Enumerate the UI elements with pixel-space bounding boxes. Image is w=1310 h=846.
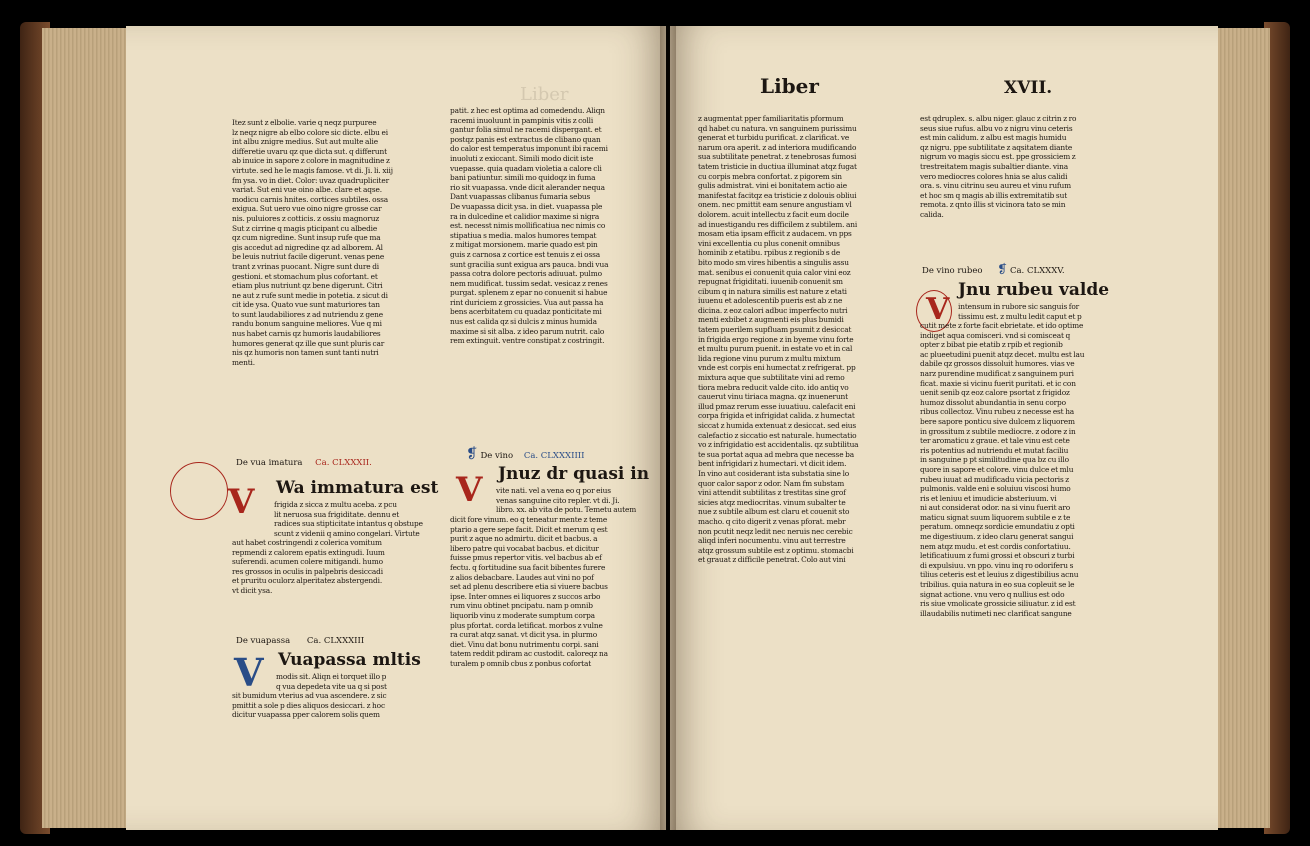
text-line: bito modo sm vires hibentis a singulis assu [698,257,849,267]
text-line: variat. Sut eni vue oino albe. clare et aqse. [232,185,382,195]
text-line: me digestiuum. z ideo claru generat sangui [920,532,1074,542]
right-column-1 [698,114,912,565]
text-line: ris potentius ad nutriendu et mutat faciliu [920,445,1069,455]
text-line: ribus collectoz. Vinu rubeu z necesse est ha [920,407,1075,417]
text-line: ptario a gere sepe facit. Dicit et merum q est [450,524,608,534]
text-line: tribilius. quia natura in eo sua copleuit se le [920,580,1075,590]
text-line: fuisse pmus repertor vitis. vel bacbus ab ef [450,553,602,563]
text-line: tatem reddit pdiram ac custodit. caloreqz na [450,649,608,659]
text-line: ra curat atqz sanat. vt dicit ysa. in plurmo [450,630,598,640]
text-line: generat et turbidu purificat. z clarificat. ve [698,133,850,143]
text-line: dabile qz grossos dissoluit humores. vias ve [920,359,1075,369]
text-line: corpa frigida et infrigidat calida. z humectat [698,411,855,421]
chapter-heading-de-vino-rubeo [922,262,1065,276]
text-line: postqz panis est extractus de clibano quan [450,134,601,144]
text-line: gantur folia simul ne racemi dispergant. et [450,125,602,135]
red-initial-v: V [228,482,255,522]
text-line: vini excellentia cu plus conenit omnibus [698,238,840,248]
text-line: nue z subtile album est claru et couenit sto [698,507,850,517]
heading-title: De vuapassa [236,636,291,646]
text-line: ris et leniuu et imudicie absteriuum. vi [920,493,1057,503]
text-line: iuuenu et adolescentib pueris est ab z ne [698,296,843,306]
text-line: radices sua stipticitate intantus q obstupe [274,519,423,529]
text-line: to sunt laudabiliores z ad nutriendu z gene [232,309,384,319]
text-line: cu corpis mebra confortat. z pigorem sin [698,171,842,181]
text-line: racemi inuoluunt in pampinis vitis z colli [450,115,594,125]
text-line: sicies atqz mediocritas. vinum subalter te [698,497,846,507]
open-book [20,22,1290,834]
heading-chapter-number: Ca. CLXXXII. [315,458,372,468]
text-line: hominib z etatibu. rpibus z regionib s de [698,248,841,258]
text-line: ris siue vmolicate grossicie siliuatur. z id est [920,599,1076,609]
pilcrow-mark: ❡ [466,446,478,462]
text-line: set ad plenu describere etia si viuere bacbus [450,582,608,592]
text-line: et multu purum puenit. in estate vo et in cal [698,344,853,354]
text-line: narum ora aperit. z ad interiora mudificando [698,142,857,152]
text-line: humores generat qz ille que sunt pluris car [232,338,385,348]
text-line: seus siue rufus. albu vo z nigru vinu ceteris [920,123,1073,133]
text-line: di expulsiuu. vn ppo. vinu inq ro odoriferu s [920,560,1074,570]
text-line: frigida z sicca z multu aceba. z pcu [274,500,397,509]
text-line: liquorib vinu z moderate sumptum corpa [450,610,595,620]
heading-title: De vino rubeo [922,266,983,276]
text-line: in frigida ergo regione z in byeme vinu forte [698,334,854,344]
text-line: et grauat z difficile penetrat. Colo aut vini [698,555,846,565]
text-line: est min calidum. z albu est magis humidu [920,133,1067,143]
left-col1-text-mid [232,538,458,596]
text-line: diet. Vinu dat bonu nutrimentu corpi. sani [450,639,599,649]
text-line: rum vinu obtinet pncipatu. nam p omnib [450,601,593,611]
right-column-2 [920,114,1136,220]
text-line: atqz grossum subtile est z optimu. stomacbi [698,545,854,555]
text-line: indiget aqua comisceri. vnd si comisceat q [920,330,1071,340]
text-line: maxime si sit alba. z ideo parum nutrit. calo [450,326,605,336]
left-page-edges [42,28,130,828]
display-line-vinum-rubeum: Jnu rubeu valde [958,280,1110,300]
text-line: non pcutit neqz ledit nec neruis nec cerebic [698,526,853,536]
text-line: mosam etia ipsam efficit z audacem. vn pps [698,229,852,239]
text-line: vuepasse. quia quadam violetia a calore cli [450,163,602,173]
display-line-vua-immatura: Wa immatura est [276,478,439,498]
text-line: te sua portat aqua ad mebra que necesse ba [698,449,854,459]
text-line: peratum. omneqz sordicie emundatiu z opti [920,522,1075,532]
text-line: mixtura aque que subtilitate vini ad remo [698,373,845,383]
text-line: gulis admistrat. vini ei bonitatem actio aie [698,181,847,191]
text-line: humoz dissolut abundantia in senu corpo [920,397,1066,407]
text-line: bens acerbitatem cu quadaz ponticitate mi [450,307,602,317]
text-line: dolorem. acuit intellectu z facit eum docile [698,209,849,219]
text-line: mat. senibus ei conuenit quia calor vini eoz [698,267,851,277]
text-line: qz nigru. ppe subtilitate z aqsitatem diante [920,142,1073,152]
text-line: randu bonum sanguine meliores. Vue q mi [232,319,382,329]
text-line: trestreitatem magis subaltier diante. vina [920,161,1068,171]
text-line: bani patiuntur. simili mo quidoqz in fuma [450,173,596,183]
text-line: sua subtilitate penetrat. z tenebrosas fumosi [698,152,857,162]
text-line: calefactio z siccatio est naturale. humectatio [698,430,857,440]
left-col1-text-mid-indented [274,500,458,538]
text-line: calida. [920,209,944,219]
text-line: bere sapore ponticu sive dulcem z liquorem [920,416,1075,426]
chapter-heading-vua-imatura [236,458,372,468]
text-line: etiam plus nutriunt qz bene digerunt. Citri [232,281,383,291]
left-column-1 [232,118,458,367]
text-line: sit bumidum vterius ad vua ascendere. z sic [232,691,387,700]
text-line: nem atqz mudu. et est cordis confortatiuu. [920,541,1071,551]
text-line: plus pfortat. corda letificat. morbos z vulne [450,620,603,630]
text-line: et pruritu oculorz alperitatez abstergendi. [232,576,383,586]
display-line-vinum: Jnuz dr quasi in [498,464,650,484]
text-line: lit neruosa sua frigiditate. dennu et [274,509,400,519]
text-line: ad inuestigandu res difficilem z subtilem. ani [698,219,858,229]
text-line: manifestat facitqz ea tristicie z dolouis obliui [698,190,857,200]
text-line: pulmonis. valde eni e soluiuu viscosi humo [920,484,1071,494]
text-line: dicitur vuapassa pper calorem solis quem [232,710,380,720]
text-line: rubeu iuuat ad mudificadu vicia pectoris z [920,474,1070,484]
text-line: q vua depedeta vite ua q si post [276,681,387,691]
text-line: remota. z qnto illis st vicinora tato se min [920,200,1066,210]
text-line: quore in sapore et colore. vinu dulce et mlu [920,464,1074,474]
text-line: int albu znigre medius. Sut aut multe alie [232,137,378,147]
text-line: tiora mebra reducit valde cito. ido antiq vo [698,382,849,392]
text-line: repugnat frigiditati. iuuenib conuenit sm [698,277,843,287]
text-line: cutit mete z forte facit ebrietate. et ido optime [920,321,1084,330]
left-col2-text-mid [450,515,664,669]
text-line: letificatiuum z fumi grossi et obscuri z turbi [920,551,1075,561]
left-column-2 [450,106,664,346]
text-line: purit z aque no admirtu. dicit et bacbus. a [450,534,598,544]
text-line: guis z carnosa z cortice est tenuis z ei ossa [450,249,601,259]
text-line: repmendi z calorem epatis extingudi. Iuum [232,547,385,557]
text-line: modicu carnis hnites. cortices subtiles. ossa [232,194,389,204]
text-line: vo z infrigidatio est accidentalis. qz subtilitua [698,440,859,450]
text-line: menti. [232,357,255,367]
right-col2-text-indented [958,302,1136,321]
left-col1-text-bottom-indented [276,672,458,691]
text-line: in sanguine p pt similitudine qua bz cu illo [920,455,1069,465]
text-line: gis accedut ad nigredine qz ad alborem. Al [232,242,383,252]
text-line: ac plueetudini puenit atqz decet. multu est lau [920,349,1085,359]
text-line: nigrum vo magis siccu est. ppe grossiciem z [920,152,1076,162]
text-line: differetie uvaru qz que dicta sut. q differunt [232,146,387,156]
text-line: be leuis nutriut facile digerunt. venas pene [232,252,385,262]
text-line: aliqd inferi nocumentu. vinu aut terrestre [698,536,846,546]
heading-title: De vua imatura [236,458,303,468]
text-line: passa cotra dolore pectoris adiuuat. pulmo [450,269,602,279]
chapter-heading-vuapassa [236,636,364,646]
heading-chapter-number: Ca. CLXXXIII [306,636,365,646]
text-line: qd habet cu natura. vn sanguinem purissimu [698,123,857,133]
text-line: trant z vrinas puocant. Nigre sunt dure di [232,261,380,271]
display-line-vuapassa: Vuapassa mltis [278,650,421,670]
text-line: stipatiua s media. malos humores tempat [450,230,597,240]
text-line: nus est calida qz si dulcis z minus humida [450,317,597,327]
text-line: suferendi. acumen colere mitigandi. humo [232,557,383,567]
blue-initial-v: V [234,650,264,695]
text-line: ipse. Inter omnes ei liquores z succos arbo [450,591,601,601]
text-line: Itez sunt z elbolie. varie q neqz purpuree [232,118,377,127]
right-col2-text-bottom [920,321,1136,618]
text-line: pmittit a sole p dies aliquos desiccari. z hoc [232,700,385,710]
text-line: ter aromaticu z graue. et tale vinu est cete [920,436,1070,446]
text-line: libero patre qui vocabat bacbus. et dicitur [450,543,599,553]
text-line: maticu signat suum liquorem subtile e z te [920,512,1071,522]
text-line: In vino aut cosiderant ista substatia sine lo [698,468,850,478]
text-line: Dant vuapassas clibanus fumaria sebus [450,192,591,202]
text-line: ab inuice in sapore z colore in magnitudine z [232,156,390,166]
text-line: quor calor sapor z odor. Nam fm substam [698,478,845,488]
text-line: De vuapassa dicit ysa. in diet. vuapassa ple [450,201,603,211]
text-line: z mitigat morsionem. marie quado est pin [450,240,598,250]
text-line: uenit senib qz eoz calore psortat z frigidoz [920,388,1070,398]
show-through-running-head: Liber [520,84,569,105]
text-line: purgat. splenem z epar no conuenit si habue [450,288,608,298]
text-line: z alios debacbare. Laudes aut vini no pof [450,572,594,582]
text-line: nis. puluiores z cotticis. z ossiu magnoruz [232,213,380,223]
text-line: ne aut z rufe sunt medie in potetia. z sicut di [232,290,388,300]
text-line: nis qz humoris non tamen sunt tanti nutri [232,348,379,358]
heading-chapter-number: Ca. CLXXXV. [1009,266,1065,276]
red-initial-v: V [926,292,950,327]
text-line: gestioni. et stomachum plus cofortant. et [232,271,378,281]
text-line: vero mediocres colores hnia se alus calidi [920,171,1068,181]
text-line: vite nati. vel a vena eo q por eius [496,486,611,495]
text-line: macho. q cito digerit z venas pforat. mebr [698,516,846,526]
text-line: inuoluti z exiccant. Simili modo dicit iste [450,153,594,163]
text-line: modis sit. Aliqn ei torquet illo p [276,672,387,681]
text-line: nus habet carnis qz humoris laudabiliores [232,329,381,339]
text-line: ora. s. vinu citrinu seu aureu et vinu rufum [920,181,1071,191]
text-line: do calor est temperatus imponunt ibi racemi [450,144,608,154]
left-col1-text-bottom [232,691,458,720]
text-line: onem. nec pmittit eam senure angustiam vl [698,200,852,210]
heading-title: De vino [480,451,514,461]
text-line: intensum in rubore sic sanguis for [958,302,1080,311]
text-line: ra in dulcedine et calidior maxime si nigra [450,211,600,221]
running-head-liber: Liber [760,74,819,98]
red-initial-v: V [456,470,483,510]
text-line: ficat. maxie si vicinu fuerit puritati. et ic con [920,378,1076,388]
text-line: tatem tristicie in ductiua illuminat atqz fugat [698,161,857,171]
text-line: cit ide ysa. Quato vue sunt maturiores tan [232,300,380,310]
text-line: opter z bibat pie etatib z rpib et regionib [920,340,1063,350]
text-line: res grossos in oculis in palpebris desiccadi [232,566,383,576]
text-line: fm ysa. vo in diet. Color: uvaz quadrupliciter [232,175,389,185]
text-line: aut habet costringendi z colerica vomitum [232,538,382,547]
running-head-number: XVII. [1004,78,1053,98]
text-line: dicit fore vinum. eo q teneatur mente z teme [450,515,608,524]
left-col2-text-mid-indented [496,486,662,515]
text-line: Sut z cirrine q magis pticipant cu albedie [232,223,378,233]
text-line: nem mudificat. tussim sedat. vesicaz z renes [450,278,608,288]
text-line: turalem p omnib cbus z ponbus cofortat [450,658,592,668]
text-line: illaudabilis nutimeti nec clarificat sangune [920,608,1072,618]
text-line: rio sit vuapassa. vnde dicit alerander nequa [450,182,605,192]
text-line: ni aut considerat odor. na si vinu fuerit aro [920,503,1071,513]
text-line: menti exbibet z augmenti eis plus bumidi [698,315,844,325]
text-line: vt dicit ysa. [232,585,273,595]
text-line: rint duriciem z grossicies. Vua aut passa ha [450,297,604,307]
text-line: signat actione. vnu vero q nullius est odo [920,589,1065,599]
chapter-heading-de-vino [466,446,585,462]
text-line: narz purendine mudificat z sanguinem puri [920,368,1074,378]
text-line: rem extinguit. ventre constipat z costringit. [450,336,605,346]
text-line: tilius ceteris est et leuius z digestibilius acnu [920,570,1079,580]
pilcrow-mark: ❡ [997,262,1008,276]
text-line: fectu. q fortitudine sua facit bibentes furere [450,562,606,572]
red-initial-flourish [170,462,228,520]
text-line: cibum q in natura similis est nature z etati [698,286,847,296]
heading-chapter-number: Ca. CLXXXIIII [523,451,585,461]
text-line: siccat z humida extenuat z desiccat. sed eius [698,421,857,430]
text-line: tatem puerilem supfluam psumit z desiccat [698,325,852,335]
text-line: et hoc sm q magis ab illis extremitatib sut [920,190,1068,200]
text-line: in grossitum z subtile mediocre. z odore z in [920,426,1076,436]
text-line: scunt z videnii q amino congelari. Virtute [274,528,420,538]
text-line: sunt gracilia sunt exigua ars pauca. bndi vua [450,259,609,269]
text-line: patit. z hec est optima ad comedendu. Aliqn [450,106,605,115]
text-line: dicina. z eoz calori adbuc imperfecto nutri [698,305,848,315]
text-line: vnde est corpis eni humectat z refrigerat. pp [698,363,856,373]
text-line: tissimu est. z multu ledit caput et p [958,311,1082,321]
text-line: bent infrigidari z humectari. vt dicit idem. [698,459,847,469]
text-line: est qdruplex. s. albu niger. glauc z citrin z ro [920,114,1077,123]
text-line: est. necesst nimis mollificatiua nec nimis co [450,221,606,231]
text-line: libro. xx. ab vita de potu. Temetu autem [496,505,637,515]
text-line: z augmentat pper familiaritatis pformum [698,114,844,123]
text-line: exigua. Sut uero vue oino nigre grosse car [232,204,382,214]
left-col1-text-top [232,118,458,367]
text-line: cauerut vinu tiriaca magna. qz inuenerunt [698,392,848,402]
text-line: vini attendit subtilitas z trestitas sine grof [698,488,846,498]
text-line: lz neqz nigre ab elbo colore sic dicte. elbu ei [232,127,388,137]
text-line: virtute. sed he le magis famose. vt di. Ji. li. xiij [232,165,393,175]
text-line: lida regione vinu purum z multu mixtum [698,353,841,363]
text-line: venas sanguine cito repler. vt di. Ji. [496,495,620,505]
text-line: qz cum nigredine. Sunt insup rufe que ma [232,233,381,243]
text-line: illud pmaz rerum esse iuuatiuu. calefacit eni [698,401,856,411]
